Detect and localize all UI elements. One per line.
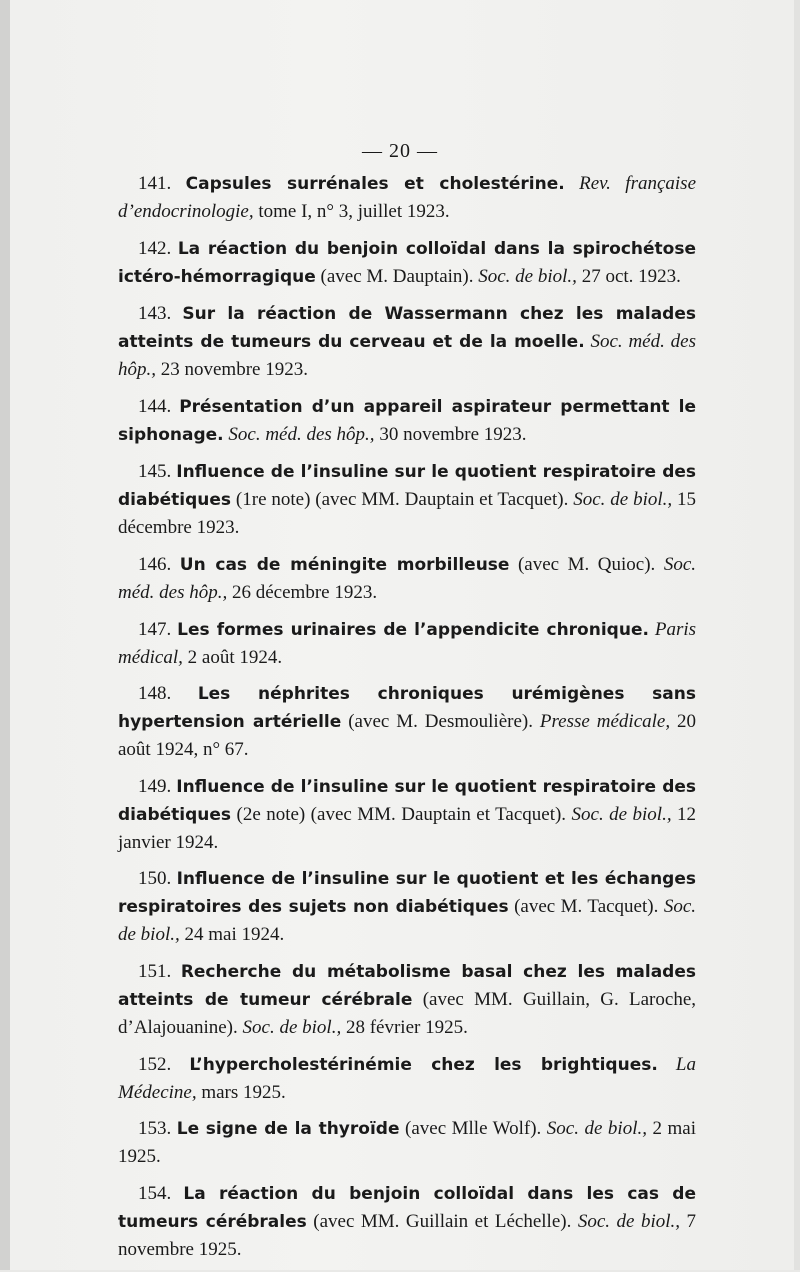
bibliography-entry	[118, 616, 696, 671]
entry-details: 23 novembre 1923.	[160, 359, 308, 381]
bibliography-entry	[118, 1180, 696, 1263]
entry-source: Soc. méd. des hôp.,	[118, 553, 697, 603]
entry-title: Influence de l’insuline sur le quotient et les échanges respiratoires des sujets non diabétiques	[118, 869, 697, 918]
entry-title: Un cas de méningite morbilleuse	[179, 554, 510, 575]
entry-number: 153.	[138, 1118, 172, 1140]
entry-title: Le signe de la thyroïde	[176, 1119, 400, 1140]
entry-source: La Médecine,	[118, 1053, 696, 1103]
entry-number: 147.	[138, 618, 172, 640]
entry-number: 145.	[138, 461, 172, 483]
entry-details: 20 août 1924, n° 67.	[118, 711, 697, 761]
entry-source: Soc. de biol.,	[573, 489, 673, 511]
entry-coauthors: (avec Mlle Wolf).	[405, 1118, 542, 1140]
entry-number: 154.	[138, 1182, 172, 1204]
entry-source: Soc. de biol.,	[118, 896, 697, 946]
entry-details: mars 1925.	[201, 1081, 286, 1103]
entry-source: Rev. française d’endocrinologie,	[118, 173, 697, 222]
entry-title: Recherche du métabolisme basal chez les malades atteints de tumeur cérébrale	[118, 961, 696, 1010]
entry-coauthors: (avec MM. Guillain et Léchelle).	[313, 1210, 572, 1232]
entry-coauthors: (2e note) (avec MM. Dauptain et Tacquet).	[236, 803, 567, 825]
page-number: — 20 —	[362, 140, 438, 162]
bibliography-list	[118, 170, 696, 1272]
entry-number: 151.	[138, 960, 172, 982]
entry-source: Paris médical,	[118, 618, 697, 668]
entry-title: La réaction du benjoin colloïdal dans les cas de tumeurs cérébrales	[118, 1183, 697, 1232]
page-edge-right	[794, 0, 800, 1270]
bibliography-entry	[118, 1051, 696, 1106]
entry-title: Influence de l’insuline sur le quotient respiratoire des diabétiques	[118, 776, 697, 825]
bibliography-entry	[118, 300, 696, 383]
entry-number: 149.	[138, 775, 172, 797]
entry-coauthors: (avec M. Tacquet).	[514, 896, 659, 918]
entry-details: 27 oct. 1923.	[581, 265, 681, 287]
entry-source: Presse médicale,	[539, 711, 671, 733]
entry-source: Soc. méd. des hôp.,	[228, 423, 375, 445]
entry-number: 141.	[138, 173, 172, 194]
entry-details: 30 novembre 1923.	[379, 423, 527, 445]
bibliography-entry	[118, 393, 696, 449]
bibliography-entry	[118, 235, 696, 291]
entry-coauthors: (avec M. Quioc).	[517, 553, 656, 575]
bibliography-entry	[118, 865, 696, 948]
entry-title: Sur la réaction de Wassermann chez les malades atteints de tumeurs du cerveau et de la moelle.	[118, 304, 696, 353]
entry-number: 146.	[138, 553, 172, 575]
entry-details: 26 décembre 1923.	[231, 581, 378, 603]
entry-source: Soc. méd. des hôp.,	[118, 331, 696, 381]
entry-details: 12 janvier 1924.	[118, 803, 697, 853]
entry-number: 148.	[138, 683, 172, 705]
entry-number: 143.	[138, 303, 172, 325]
entry-title: L’hypercholestérinémie chez les brightiques.	[189, 1054, 658, 1075]
entry-coauthors: (avec M. Dauptain).	[320, 265, 474, 287]
entry-coauthors: (avec MM. Guillain, G. Laroche, d’Alajouanine).	[118, 988, 697, 1038]
entry-title: Les néphrites chroniques urémigènes sans hypertension artérielle	[118, 684, 696, 733]
entry-source: Soc. de biol.,	[242, 1016, 342, 1038]
entry-source: Soc. de biol.,	[546, 1118, 647, 1140]
entry-details: 7 novembre 1925.	[118, 1210, 697, 1260]
entry-details: 28 février 1925.	[345, 1016, 468, 1038]
entry-title: Capsules surrénales et cholestérine.	[185, 174, 565, 194]
bibliography-entry	[118, 551, 696, 606]
entry-details: 2 mai 1925.	[118, 1118, 697, 1168]
bibliography-entry	[118, 958, 696, 1041]
entry-details: 15 décembre 1923.	[118, 489, 697, 539]
entry-source: Soc. de biol.,	[577, 1210, 681, 1232]
bibliography-entry	[118, 680, 696, 763]
entry-details: 24 mai 1924.	[184, 924, 285, 946]
entry-title: Présentation d’un appareil aspirateur permettant le siphonage.	[118, 396, 697, 445]
bibliography-entry	[118, 170, 696, 225]
entry-details: 2 août 1924.	[187, 646, 283, 668]
bibliography-entry	[118, 458, 696, 541]
entry-details: tome I, n° 3, juillet 1923.	[258, 201, 450, 222]
entry-coauthors: (avec M. Desmoulière).	[348, 711, 533, 733]
entry-number: 144.	[138, 395, 172, 417]
page-edge-shadow	[0, 0, 10, 1270]
entry-number: 142.	[138, 237, 172, 259]
bibliography-entry	[118, 773, 696, 856]
entry-title: Influence de l’insuline sur le quotient respiratoire des diabétiques	[118, 462, 697, 511]
bibliography-entry	[118, 1115, 696, 1170]
entry-title: La réaction du benjoin colloïdal dans la spirochétose ictéro-hémorragique	[118, 238, 697, 287]
entry-number: 150.	[138, 868, 172, 890]
entry-source: Soc. de biol.,	[478, 265, 577, 287]
entry-number: 152.	[138, 1053, 172, 1075]
entry-source: Soc. de biol.,	[571, 803, 672, 825]
entry-coauthors: (1re note) (avec MM. Dauptain et Tacquet).	[235, 489, 569, 511]
entry-title: Les formes urinaires de l’appendicite chronique.	[177, 619, 649, 640]
